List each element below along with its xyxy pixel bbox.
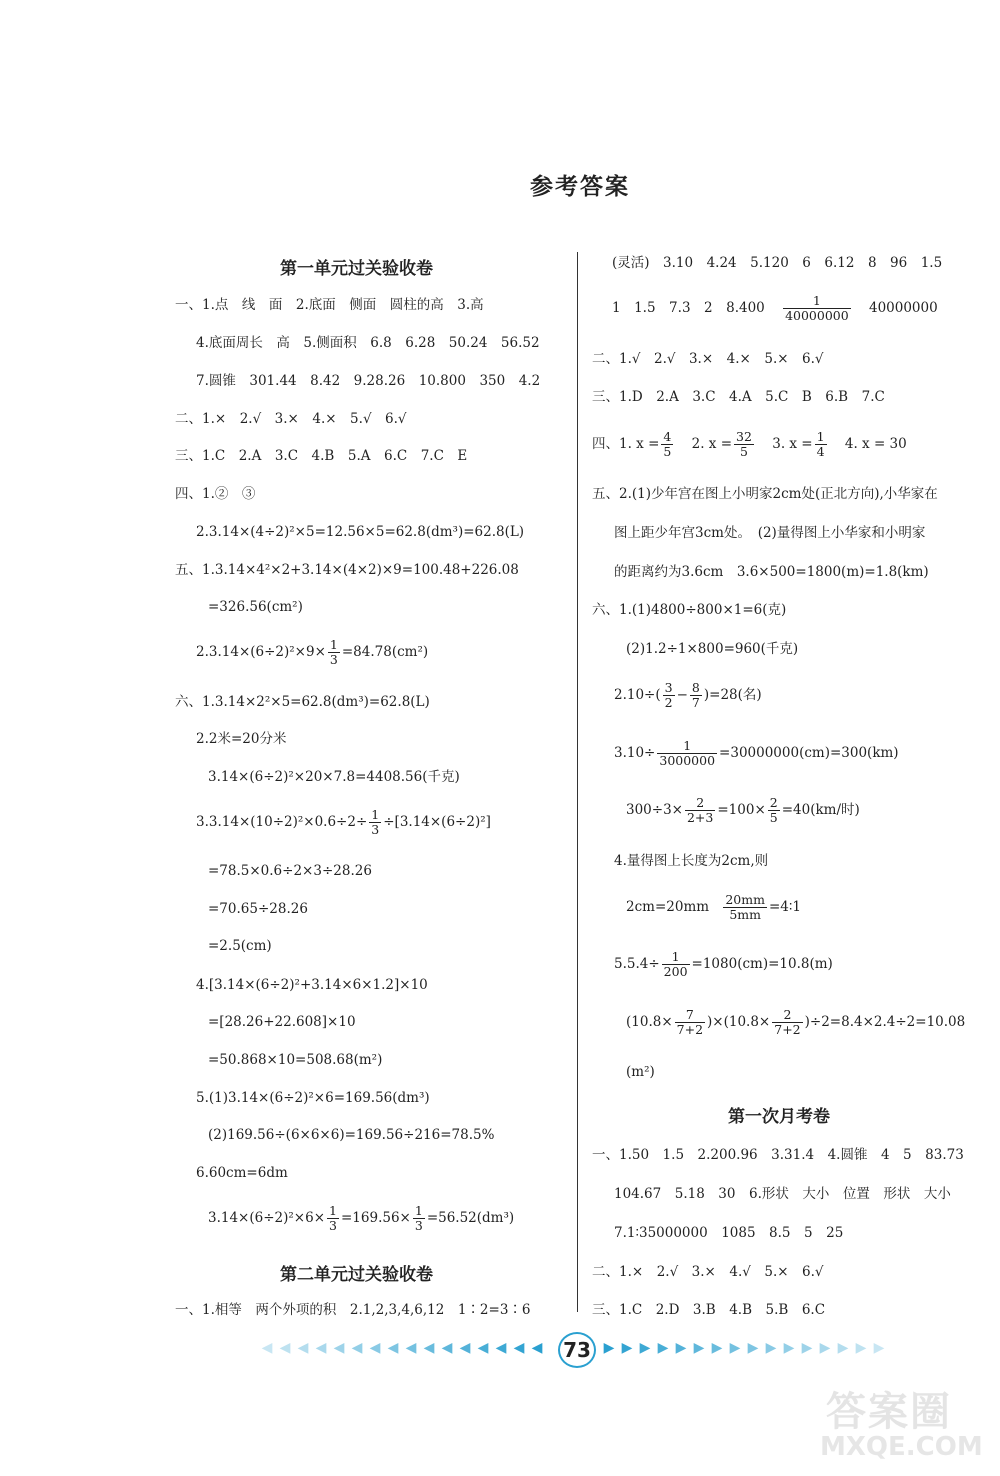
arrow-left-icon: ◀ [423,1340,435,1356]
arrow-left-icon: ◀ [513,1340,525,1356]
expr-text: 1 1.5 7.3 2 8.400 [612,300,765,316]
answer-line: 4.量得图上长度为2cm,则 [614,853,769,869]
denominator: 5 [769,810,778,825]
section-title-monthly-exam: 第一次月考卷 [728,1107,830,1127]
expr-text: )×(10.8× [707,1014,771,1030]
answer-line: 二、1.× 2.√ 3.× 4.× 5.√ 6.√ [175,411,407,427]
arrow-left-icon: ◀ [405,1340,417,1356]
right-arrows-decoration [602,1340,886,1356]
expr-text: 2. x = [691,436,733,452]
answer-line: 三、1.C 2.D 3.B 4.B 5.B 6.C [592,1302,826,1318]
expr-text: 四、1. x = [592,436,660,452]
expr-text: 3.14×(6÷2)²×6× [208,1210,326,1226]
denominator: 40000000 [785,308,849,323]
answer-line [614,950,833,979]
arrow-right-icon: ▶ [603,1340,615,1356]
watermark-logo [820,1380,990,1470]
numerator: 20mm [725,892,765,907]
arrow-right-icon: ▶ [819,1340,831,1356]
numerator: 7 [675,1008,705,1023]
answer-line: =[28.26+22.608]×10 [208,1014,356,1030]
expr-text: =40(km/时) [781,802,860,818]
answer-line: 的距离约为3.6cm 3.6×500=1800(m)=1.8(km) [614,564,929,580]
arrow-left-icon: ◀ [531,1340,543,1356]
numerator: 1 [371,807,380,822]
column-divider [577,252,578,1312]
arrow-right-icon: ▶ [801,1340,813,1356]
answer-line: 一、1.相等 两个外项的积 2.1,2,3,4,6,12 1∶2=3∶6 [175,1302,531,1318]
answer-line [196,808,491,837]
answer-line [626,893,801,922]
arrow-right-icon: ▶ [729,1340,741,1356]
answer-line: 六、1.(1)4800÷800×1=6(克) [592,602,787,618]
expr-text: ÷[3.14×(6÷2)²] [383,814,491,830]
fraction [783,294,851,323]
arrow-right-icon: ▶ [783,1340,795,1356]
watermark-text: 答案圈 [826,1389,952,1435]
numerator: 3 [664,680,673,695]
answer-line: 7.1∶35000000 1085 8.5 5 25 [614,1225,844,1241]
arrow-right-icon: ▶ [837,1340,849,1356]
expr-text: (10.8× [626,1014,673,1030]
arrow-right-icon: ▶ [675,1340,687,1356]
expr-text: 2.10÷( [614,687,661,703]
answer-line: 二、1.× 2.√ 3.× 4.√ 5.× 6.√ [592,1264,824,1280]
arrow-left-icon: ◀ [459,1340,471,1356]
arrow-left-icon: ◀ [495,1340,507,1356]
answer-line: 一、1.50 1.5 2.200.96 3.31.4 4.圆锥 4 5 83.73 [592,1147,964,1163]
expr-text: 2.3.14×(6÷2)²×9× [196,644,326,660]
fraction [723,893,767,922]
page-number: 73 [558,1332,596,1368]
answer-line: 三、1.D 2.A 3.C 4.A 5.C B 6.B 7.C [592,389,885,405]
expr-text: 3.10÷ [614,745,656,761]
expr-text: =30000000(cm)=300(km) [719,745,899,761]
answer-line [614,681,762,710]
fraction [768,796,780,825]
numerator: 1 [657,739,717,754]
fraction [662,950,690,979]
section-title-unit2: 第二单元过关验收卷 [280,1265,433,1285]
fraction [663,681,675,710]
expr-text: 3.3.14×(10÷2)²×0.6÷2÷ [196,814,368,830]
denominator: 3000000 [659,753,716,768]
answer-line: 7.圆锥 301.44 8.42 9.28.26 10.800 350 4.2 [196,373,541,389]
expr-text: 4. x = 30 [844,436,907,452]
arrow-right-icon: ▶ [693,1340,705,1356]
answer-line [592,430,907,459]
fraction [772,1008,802,1037]
answer-line: (m²) [626,1064,655,1080]
denominator: 5mm [729,907,761,922]
numerator: 1 [329,1203,337,1218]
fraction [327,1204,339,1233]
answer-line [208,1204,514,1233]
answer-line: =70.65÷28.26 [208,901,308,917]
arrow-right-icon: ▶ [765,1340,777,1356]
numerator: 2 [769,795,778,810]
fraction [685,796,715,825]
answer-line: =78.5×0.6÷2×3÷28.26 [208,863,372,879]
expr-text: 300÷3× [626,802,683,818]
expr-text: =1080(cm)=10.8(m) [691,956,833,972]
answer-line: 2.3.14×(4÷2)²×5=12.56×5=62.8(dm³)=62.8(L) [196,524,525,540]
answer-line: 五、2.(1)少年宫在图上小明家2cm处(正北方向),小华家在 [592,486,938,502]
denominator: 3 [414,1218,423,1233]
expr-text: =169.56× [340,1210,411,1226]
answer-line: 4.[3.14×(6÷2)²+3.14×6×1.2]×10 [196,977,428,993]
numerator: 1 [414,1203,423,1218]
denominator: 3 [329,1218,337,1233]
denominator: 3 [371,822,380,837]
fraction [661,430,673,459]
arrow-left-icon: ◀ [279,1340,291,1356]
answer-line: (灵活) 3.10 4.24 5.120 6 6.12 8 96 1.5 [612,255,943,271]
answer-line: 3.14×(6÷2)²×20×7.8=4408.56(千克) [208,769,460,785]
answer-line: (2)1.2÷1×800=960(千克) [626,641,799,657]
left-arrows-decoration [260,1340,544,1356]
page-footer [260,1332,900,1366]
answer-line [626,1008,965,1037]
answer-line [626,796,860,825]
arrow-left-icon: ◀ [477,1340,489,1356]
numerator: 1 [783,294,851,309]
answer-line: 5.(1)3.14×(6÷2)²×6=169.56(dm³) [196,1090,430,1106]
expr-text: − [676,687,688,703]
answer-line: 6.60cm=6dm [196,1165,288,1181]
expr-text: 3. x = [772,436,813,452]
answer-line: 五、1.3.14×4²×2+3.14×(4×2)×9=100.48+226.08 [175,562,519,578]
numerator: 8 [691,680,700,695]
denominator: 200 [663,964,688,979]
expr-text: =4∶1 [768,899,801,915]
expr-text: 2cm=20mm [626,899,710,915]
fraction [657,739,717,768]
fraction [815,430,827,459]
fraction [690,681,702,710]
expr-text: 40000000 [868,300,938,316]
arrow-right-icon: ▶ [657,1340,669,1356]
answer-line: =50.868×10=508.68(m²) [208,1052,383,1068]
arrow-right-icon: ▶ [873,1340,885,1356]
watermark-domain: MXQE.COM [820,1432,983,1462]
answer-line: =2.5(cm) [208,938,272,954]
denominator: 4 [816,444,825,459]
answer-line: (2)169.56÷(6×6×6)=169.56÷216=78.5% [208,1127,495,1143]
expr-text: =100× [717,802,766,818]
arrow-left-icon: ◀ [387,1340,399,1356]
answer-line: 二、1.√ 2.√ 3.× 4.× 5.× 6.√ [592,351,824,367]
arrow-left-icon: ◀ [351,1340,363,1356]
page-title: 参考答案 [530,174,630,200]
denominator: 7 [691,695,700,710]
arrow-left-icon: ◀ [369,1340,381,1356]
answer-line [196,638,428,667]
arrow-right-icon: ▶ [747,1340,759,1356]
answer-line: 四、1.② ③ [175,486,256,502]
section-title-unit1: 第一单元过关验收卷 [280,259,433,279]
expr-text: )÷2=8.4×2.4÷2=10.08 [804,1014,966,1030]
arrow-left-icon: ◀ [297,1340,309,1356]
arrow-left-icon: ◀ [261,1340,273,1356]
answer-line: 2.2米=20分米 [196,731,287,747]
numerator: 1 [816,429,825,444]
fraction [675,1008,705,1037]
arrow-left-icon: ◀ [333,1340,345,1356]
arrow-left-icon: ◀ [315,1340,327,1356]
expr-text: 5.5.4÷ [614,956,660,972]
answer-line: 图上距少年宫3cm处。 (2)量得图上小华家和小明家 [614,525,926,541]
answer-line: 一、1.点 线 面 2.底面 侧面 圆柱的高 3.高 [175,297,484,313]
numerator: 2 [685,796,715,811]
expr-text: =56.52(dm³) [426,1210,515,1226]
fraction [369,808,381,837]
answer-line [614,739,899,768]
denominator: 7+2 [676,1022,704,1037]
answer-line: 六、1.3.14×2²×5=62.8(dm³)=62.8(L) [175,694,430,710]
denominator: 7+2 [774,1022,801,1037]
arrow-right-icon: ▶ [639,1340,651,1356]
denominator: 5 [740,444,748,459]
arrow-right-icon: ▶ [711,1340,723,1356]
arrow-right-icon: ▶ [855,1340,867,1356]
fraction [413,1204,425,1233]
arrow-left-icon: ◀ [441,1340,453,1356]
denominator: 5 [663,444,672,459]
numerator: 2 [772,1008,802,1023]
numerator: 1 [662,950,690,965]
numerator: 32 [736,429,752,444]
denominator: 2+3 [686,810,714,825]
denominator: 2 [664,695,673,710]
fraction [328,638,340,667]
numerator: 4 [663,429,672,444]
arrow-right-icon: ▶ [621,1340,633,1356]
answer-line: 104.67 5.18 30 6.形状 大小 位置 形状 大小 [614,1186,951,1202]
expr-text: =84.78(cm²) [341,644,429,660]
answer-line: 4.底面周长 高 5.侧面积 6.8 6.28 50.24 56.52 [196,335,540,351]
denominator: 3 [329,652,338,667]
numerator: 1 [329,637,338,652]
answer-line [612,294,938,323]
expr-text: )=28(名) [703,687,762,703]
answer-line: 三、1.C 2.A 3.C 4.B 5.A 6.C 7.C E [175,448,468,464]
answer-line: =326.56(cm²) [208,599,303,615]
fraction [734,430,754,459]
